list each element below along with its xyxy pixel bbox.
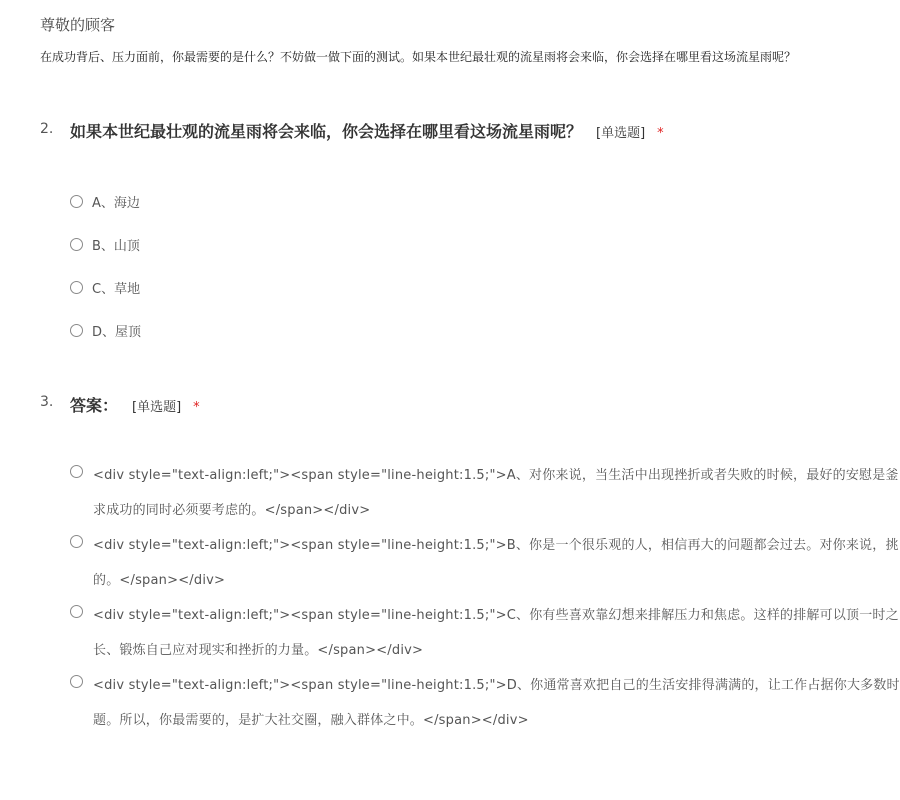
answer-option-b[interactable] [70, 535, 900, 595]
option-label: A、海边 [92, 195, 140, 211]
required-mark: * [657, 126, 664, 141]
option-text-line: <div style="text-align:left;"><span style="line-height:1.5;">A、对你来说，当生活中出现挫折或者失败的时候，最好的安慰是釜 [93, 468, 899, 483]
option-label: D、屋顶 [92, 324, 142, 340]
radio-button[interactable] [70, 238, 83, 251]
option-text-line: <div style="text-align:left;"><span style="line-height:1.5;">D、你通常喜欢把自己的生活安排得满满的，让工作占据你大多数时 [93, 678, 900, 693]
question-number: 3. [40, 394, 54, 410]
radio-button[interactable] [70, 465, 83, 478]
option-b-mountain-top[interactable] [70, 234, 140, 254]
radio-button[interactable] [70, 535, 83, 548]
question-type-label: [单选题] [132, 400, 182, 415]
survey-description: 在成功背后、压力面前，你最需要的是什么？不妨做一做下面的测试。如果本世纪最壮观的流星雨将会来临，你会选择在哪里看这场流星雨呢？ [40, 50, 797, 64]
answer-option-d[interactable] [70, 675, 900, 735]
radio-button[interactable] [70, 324, 83, 337]
answer-option-c[interactable] [70, 605, 900, 665]
option-text-line: <div style="text-align:left;"><span style="line-height:1.5;">C、你有些喜欢靠幻想来排解压力和焦虑。这样的排解可以顶一时之 [93, 608, 899, 623]
radio-button[interactable] [70, 195, 83, 208]
option-label: B、山顶 [92, 238, 140, 254]
question-title-text: 答案： [70, 396, 119, 415]
radio-button[interactable] [70, 675, 83, 688]
radio-button[interactable] [70, 605, 83, 618]
question-number: 2. [40, 121, 54, 137]
question-title-text: 如果本世纪最壮观的流星雨将会来临，你会选择在哪里看这场流星雨呢？ [70, 122, 583, 141]
option-d-rooftop[interactable] [70, 320, 141, 340]
option-a-seaside[interactable] [70, 191, 140, 211]
answer-option-a[interactable] [70, 465, 900, 525]
option-text-line: <div style="text-align:left;"><span style="line-height:1.5;">B、你是一个很乐观的人，相信再大的问题都会过去。对你来说，挑 [93, 538, 899, 553]
option-c-grassland[interactable] [70, 277, 140, 297]
radio-button[interactable] [70, 281, 83, 294]
question-type-label: [单选题] [596, 126, 646, 141]
option-text-line: 题。所以，你最需要的，是扩大社交圈，融入群体之中。</span></div> [93, 713, 529, 728]
survey-greeting: 尊敬的顾客 [40, 16, 116, 34]
option-label: C、草地 [92, 281, 141, 297]
option-text-line: 长、锻炼自己应对现实和挫折的力量。</span></div> [93, 643, 424, 658]
option-text-line: 的。</span></div> [93, 573, 226, 588]
question-title [70, 119, 664, 142]
required-mark: * [193, 400, 200, 415]
option-text-line: 求成功的同时必须要考虑的。</span></div> [93, 503, 371, 518]
question-title [70, 393, 200, 416]
